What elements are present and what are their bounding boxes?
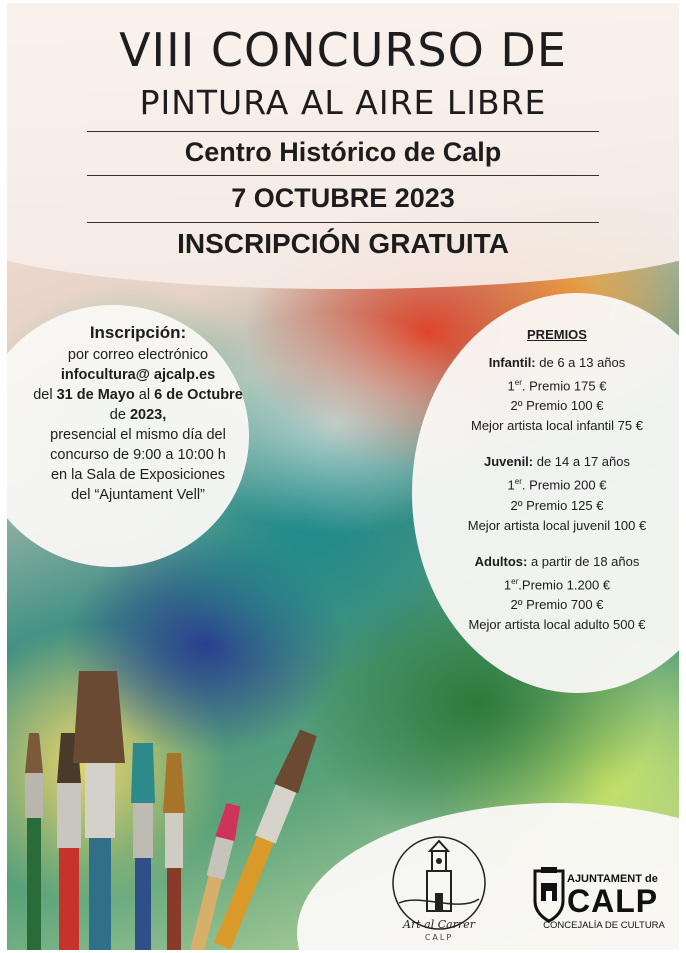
art-logo-caption: Art al Carrer <box>403 918 475 931</box>
title-line2: PINTURA AL AIRE LIBRE <box>139 83 547 122</box>
art-logo-city: CALP <box>424 933 454 942</box>
registration-info <box>33 323 243 505</box>
council-department: CONCEJALÍA DE CULTURA <box>543 920 665 931</box>
location-text: Centro Histórico de Calp <box>184 137 502 167</box>
paintbrush-icon <box>163 753 185 950</box>
council-name: CALP <box>567 883 659 919</box>
paintbrush-icon <box>131 743 155 950</box>
divider <box>87 175 599 176</box>
registration-line: por correo electrónico <box>67 347 209 363</box>
registration-heading: Inscripción: <box>89 323 187 342</box>
free-registration-text: INSCRIPCIÓN GRATUITA <box>177 228 509 259</box>
paintbrush-icon <box>57 733 81 950</box>
registration-line: en la Sala de Exposiciones <box>50 467 226 483</box>
prizes-heading: PREMIOS <box>527 327 587 342</box>
title-line1: VIII CONCURSO DE <box>119 23 567 77</box>
divider <box>87 131 599 132</box>
poster <box>7 3 679 950</box>
registration-email: infocultura@ ajcalp.es <box>60 367 216 383</box>
paintbrushes-illustration <box>7 663 347 950</box>
prizes-info <box>447 325 667 651</box>
registration-line: presencial el mismo día del <box>50 427 226 443</box>
date-text: 7 OCTUBRE 2023 <box>231 183 455 213</box>
registration-dates: del 31 de Mayo al 6 de Octubre <box>33 387 243 403</box>
divider <box>87 222 599 223</box>
prize-group: Infantil: de 6 a 13 años 1er. Premio 175 € 2º Premio 100 € Mejor artista local infantil 75 € <box>471 355 643 434</box>
registration-line: concurso de 9:00 a 10:00 h <box>50 447 226 463</box>
prize-group: Adultos: a partir de 18 años 1er.Premio 1.200 € 2º Premio 700 € Mejor artista local adulto 500 € <box>468 553 646 632</box>
registration-year: de 2023, <box>109 407 167 423</box>
paintbrush-icon <box>25 733 43 950</box>
council-label: AJUNTAMENT de <box>567 873 658 885</box>
prize-group: Juvenil: de 14 a 17 años 1er. Premio 200 € 2º Premio 125 € Mejor artista local juvenil 100 € <box>467 454 647 533</box>
registration-line: del “Ajuntament Vell” <box>71 487 205 503</box>
